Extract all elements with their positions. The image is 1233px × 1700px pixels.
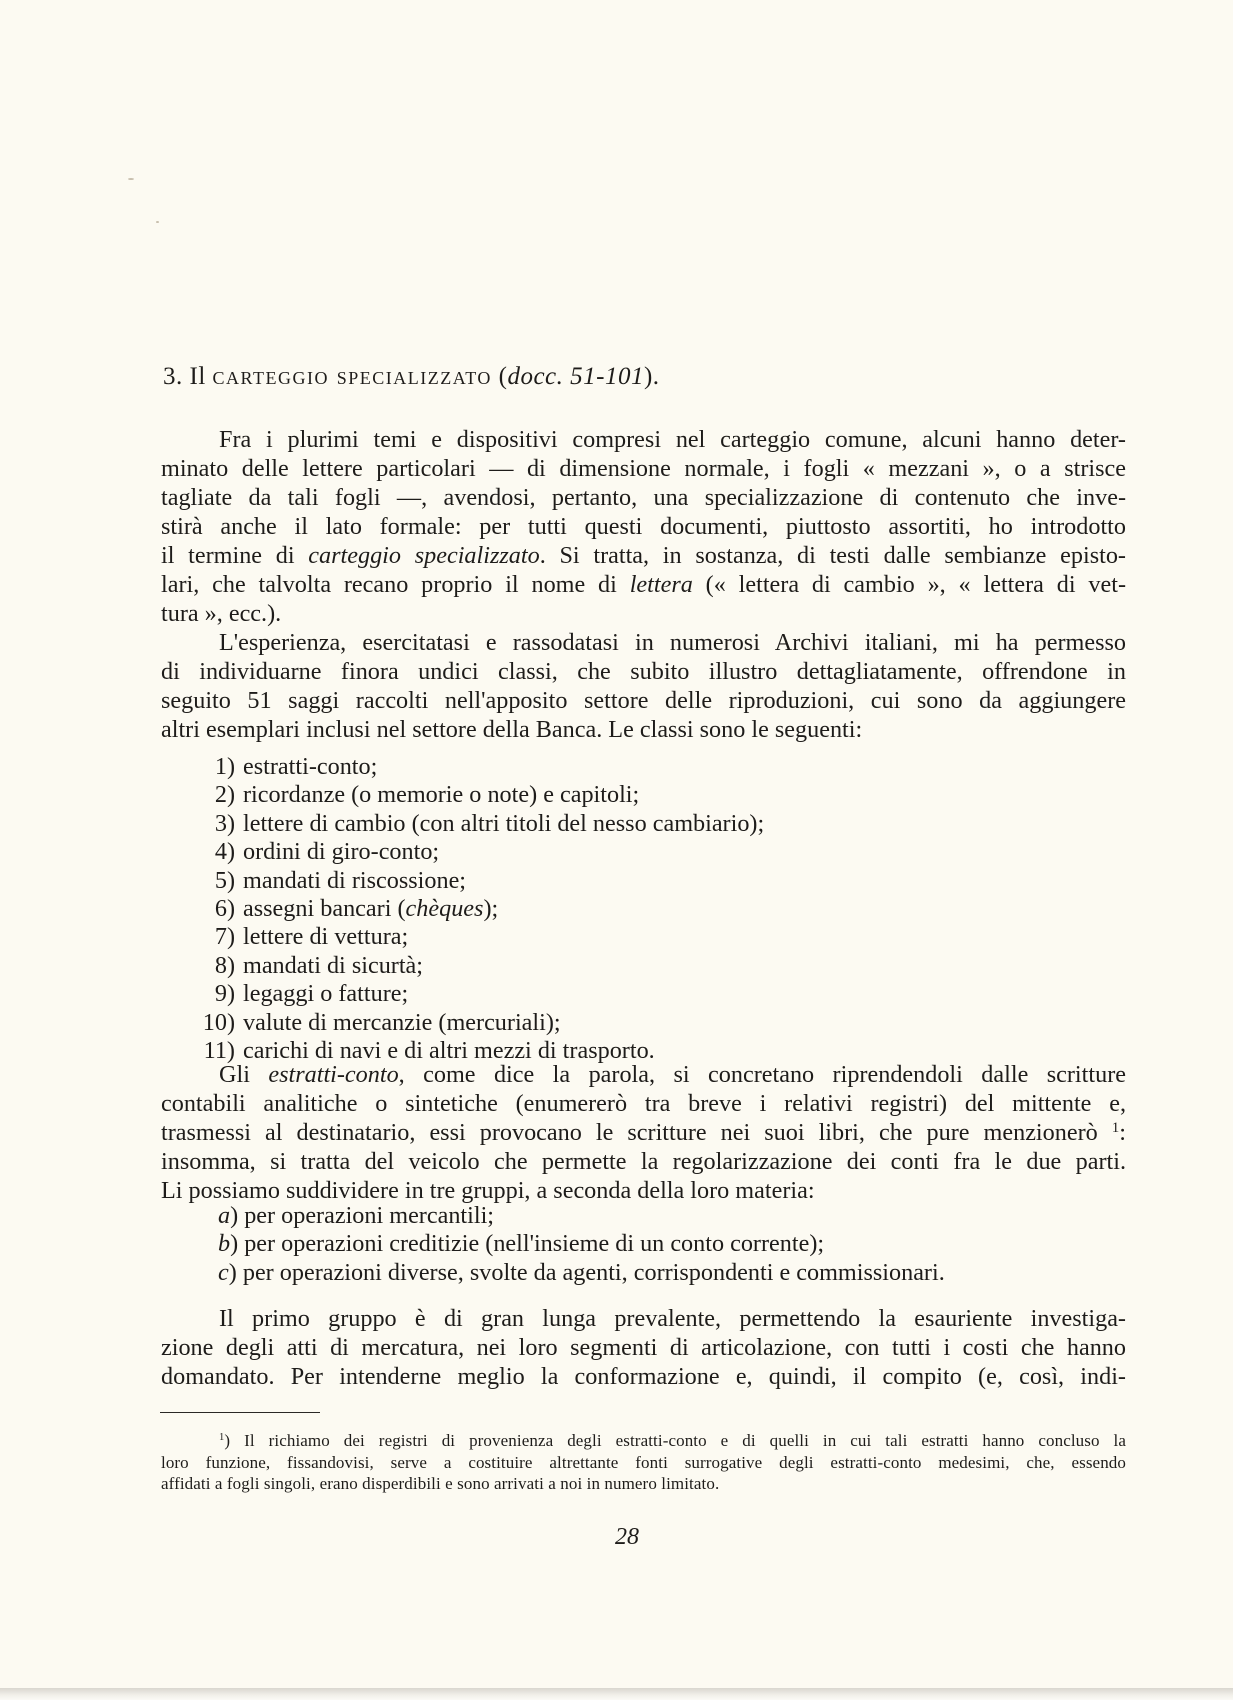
list-item: 10) valute di mercanzie (mercuriali); xyxy=(202,1008,561,1036)
page-edge xyxy=(0,1688,1233,1700)
text-line: il termine di carteggio specializzato. Si tratta, in sostanza, di testi dalle sembianze episto- xyxy=(161,542,1126,569)
list-item: c) per operazioni diverse, svolte da agenti, corrispondenti e commissionari. xyxy=(218,1258,945,1286)
paragraph-4 xyxy=(161,1304,1126,1391)
text-line: zione degli atti di mercatura, nei loro segmenti di articolazione, con tutti i costi che hanno xyxy=(161,1334,1126,1361)
list-item: 8) mandati di sicurtà; xyxy=(214,951,424,979)
list-item: 7) lettere di vettura; xyxy=(214,923,409,951)
list-item: 1) estratti-conto; xyxy=(214,753,378,780)
footnote-line: $^1$) Il richiamo dei registri di provenienza degli estratti-conto e di quelli in cui tali estratti hanno concluso la xyxy=(219,1431,1126,1450)
list-item: 2) ricordanze (o memorie o note) e capitoli; xyxy=(214,781,640,809)
text-line: tagliate da tali fogli —, avendosi, pertanto, una specializzazione di contenuto che inve- xyxy=(161,484,1126,511)
text-line: seguito 51 saggi raccolti nell'apposito settore delle riproduzioni, cui sono da aggiungere xyxy=(161,687,1126,714)
text-line: Il primo gruppo è di gran lunga prevalente, permettendo la esauriente investiga- xyxy=(219,1305,1126,1332)
text-line: Gli estratti-conto, come dice la parola, si concretano riprendendoli dalle scritture xyxy=(219,1061,1126,1088)
list-item: a) per operazioni mercantili; xyxy=(218,1202,495,1229)
list-item: 5) mandati di riscossione; xyxy=(214,866,467,894)
section-heading xyxy=(163,363,660,391)
list-item: 4) ordini di giro-conto; xyxy=(214,838,440,866)
paragraph-3 xyxy=(161,1060,1126,1205)
text-line: altri esemplari inclusi nel settore della Banca. Le classi sono le seguenti: xyxy=(161,716,863,743)
section-number: 3. xyxy=(163,363,183,390)
emphasis: lettera xyxy=(629,571,693,598)
paper-speck xyxy=(156,221,159,223)
list-item: 9) legaggi o fatture; xyxy=(214,980,409,1008)
emphasis: carteggio specializzato xyxy=(308,542,540,569)
footnote-reference[interactable]: 1 xyxy=(1111,1119,1120,1136)
text-line: Fra i plurimi temi e dispositivi compresi nel carteggio comune, alcuni hanno deter- xyxy=(219,426,1126,453)
text-line: Li possiamo suddividere in tre gruppi, a seconda della loro materia: xyxy=(161,1177,815,1204)
list-item: b) per operazioni creditizie (nell'insieme di un conto corrente); xyxy=(218,1230,825,1258)
page-number: 28 xyxy=(615,1524,639,1550)
list-item: 11) carichi di navi e di altri mezzi di trasporto. xyxy=(203,1037,655,1065)
footnote-divider xyxy=(160,1412,320,1413)
text-line: L'esperienza, esercitatasi e rassodatasi in numerosi Archivi italiani, mi ha permesso xyxy=(219,629,1126,656)
text-line: lari, che talvolta recano proprio il nome di lettera (« lettera di cambio », « lettera di vet- xyxy=(161,571,1126,598)
section-reference: (docc. 51-101). xyxy=(498,363,660,390)
text-line: tura », ecc.). xyxy=(161,600,282,627)
footnote xyxy=(161,1430,1126,1495)
text-line: domandato. Per intenderne meglio la conformazione e, quindi, il compito (e, così, indi- xyxy=(161,1363,1126,1390)
text-line: trasmessi al destinatario, essi provocano le scritture nei suoi libri, che pure menzionerò $^1$: xyxy=(161,1119,1126,1146)
text-line: di individuarne finora undici classi, che subito illustro dettagliatamente, offrendone in xyxy=(161,658,1126,685)
text-line: contabili analitiche o sintetiche (enumererò tra breve i relativi registri) del mittente e, xyxy=(161,1090,1126,1117)
paragraph-1 xyxy=(161,425,1126,628)
footnote-line: loro funzione, fissandovisi, serve a costituire altrettante fonti surrogative degli estratti-conto medesimi, che, essendo xyxy=(161,1452,1126,1472)
classes-list xyxy=(200,753,764,1065)
text-line: stirà anche il lato formale: per tutti questi documenti, piuttosto assortiti, ho introdotto xyxy=(161,513,1126,540)
text-line: minato delle lettere particolari — di dimensione normale, i fogli « mezzani », o a strisce xyxy=(161,455,1126,482)
list-item: 6) assegni bancari (chèques); xyxy=(214,895,499,923)
section-title: Il carteggio specializzato xyxy=(189,363,492,390)
footnote-marker: 1 xyxy=(219,1432,225,1444)
paragraph-2 xyxy=(161,628,1126,744)
emphasis: estratti-conto xyxy=(268,1061,399,1088)
footnote-line: affidati a fogli singoli, erano disperdibili e sono arrivati a noi in numero limitato. xyxy=(161,1474,720,1493)
text-line: insomma, si tratta del veicolo che permette la regolarizzazione dei conti fra le due parti. xyxy=(161,1148,1126,1175)
list-item: 3) lettere di cambio (con altri titoli del nesso cambiario); xyxy=(214,809,765,837)
paper-speck xyxy=(128,178,134,180)
groups-list xyxy=(218,1202,945,1287)
